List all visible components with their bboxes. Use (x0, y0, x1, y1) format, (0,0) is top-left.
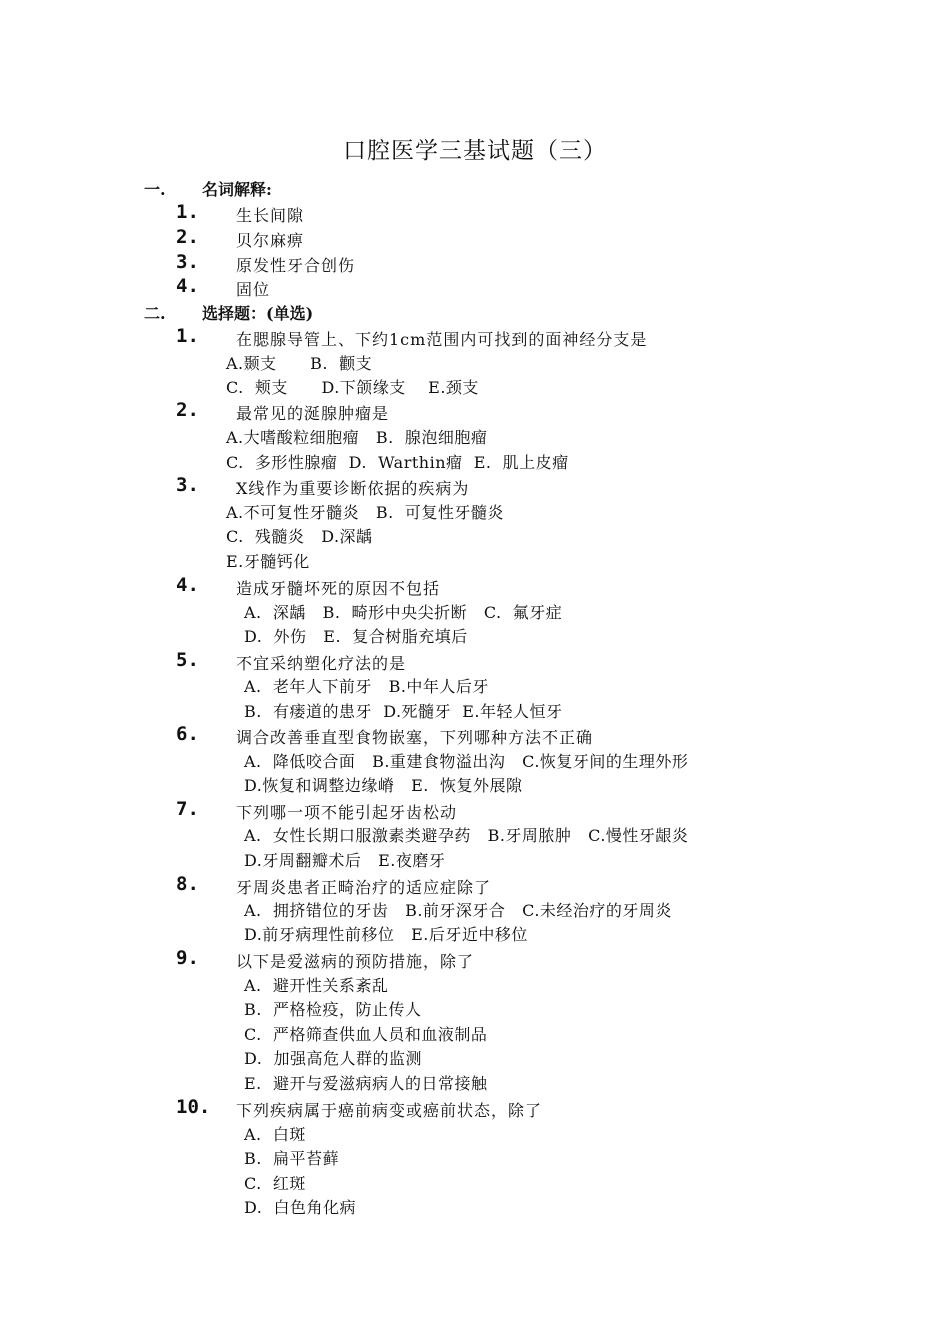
question-number: 1. (176, 325, 199, 347)
term-text: 固位 (236, 280, 271, 299)
question-number: 3. (176, 474, 199, 496)
question-text: 以下是爱滋病的预防措施，除了 (236, 952, 475, 971)
question-text: 造成牙髓坏死的原因不包括 (236, 579, 441, 598)
question-options: D.前牙病理性前移位 E.后牙近中移位 (244, 925, 528, 944)
question-options: A. 拥挤错位的牙齿 B.前牙深牙合 C.未经治疗的牙周炎 (244, 901, 672, 920)
question-number: 5. (176, 649, 199, 671)
question-options: C. 颊支 D.下颌缘支 E.颈支 (226, 378, 479, 397)
question-text: 下列疾病属于癌前病变或癌前状态，除了 (236, 1101, 543, 1120)
question-number: 7. (176, 798, 199, 820)
question-options: A. 深龋 B. 畸形中央尖折断 C. 氟牙症 (244, 603, 563, 622)
question-number: 9. (176, 947, 199, 969)
section-title: 选择题：(单选) (202, 304, 314, 323)
question-options: E. 避开与爱滋病病人的日常接触 (244, 1074, 488, 1093)
question-number: 10. (176, 1096, 211, 1118)
term-number: 1. (176, 201, 199, 223)
question-text: 牙周炎患者正畸治疗的适应症除了 (236, 878, 492, 897)
term-text: 原发性牙合创伤 (236, 256, 356, 275)
page-title: 口腔医学三基试题（三） (343, 138, 607, 164)
term-number: 3. (176, 251, 199, 273)
section-heading-terms (144, 177, 272, 200)
question-number: 4. (176, 574, 199, 596)
question-number: 6. (176, 723, 199, 745)
question-options: C. 严格筛查供血人员和血液制品 (244, 1025, 488, 1044)
question-text: 在腮腺导管上、下约1cm范围内可找到的面神经分支是 (236, 330, 648, 349)
question-text: 下列哪一项不能引起牙齿松动 (236, 803, 458, 822)
term-number: 4. (176, 275, 199, 297)
question-options: C. 残髓炎 D.深龋 (226, 527, 373, 546)
question-options: D. 外伤 E. 复合树脂充填后 (244, 627, 468, 646)
question-options: B. 严格检疫，防止传人 (244, 1000, 422, 1019)
question-options: E.牙髓钙化 (226, 552, 310, 571)
question-options: A. 白斑 (244, 1125, 306, 1144)
question-number: 8. (176, 873, 199, 895)
question-text: X线作为重要诊断依据的疾病为 (236, 479, 470, 498)
term-text: 生长间隙 (236, 206, 305, 225)
question-options: C. 红斑 (244, 1174, 306, 1193)
question-options: A.颞支 B. 颧支 (226, 354, 373, 373)
question-options: A. 降低咬合面 B.重建食物溢出沟 C.恢复牙间的生理外形 (244, 752, 689, 771)
question-options: B. 有瘘道的患牙 D.死髓牙 E.年轻人恒牙 (244, 702, 563, 721)
question-text: 不宜采纳塑化疗法的是 (236, 654, 407, 673)
question-options: A. 避开性关系紊乱 (244, 976, 389, 995)
question-number: 2. (176, 399, 199, 421)
question-options: D. 白色角化病 (244, 1198, 357, 1217)
section-number: 一. (144, 180, 166, 199)
question-options: D.恢复和调整边缘嵴 E. 恢复外展隙 (244, 776, 523, 795)
section-heading-choice (144, 301, 313, 324)
term-text: 贝尔麻痹 (236, 231, 305, 250)
question-options: D. 加强高危人群的监测 (244, 1049, 423, 1068)
question-options: A. 女性长期口服激素类避孕药 B.牙周脓肿 C.慢性牙龈炎 (244, 826, 689, 845)
question-options: A.不可复性牙髓炎 B. 可复性牙髓炎 (226, 503, 504, 522)
question-options: C. 多形性腺瘤 D. Warthin瘤 E. 肌上皮瘤 (226, 453, 569, 472)
question-text: 最常见的涎腺肿瘤是 (236, 404, 390, 423)
question-text: 调合改善垂直型食物嵌塞，下列哪种方法不正确 (236, 728, 594, 747)
section-number: 二. (144, 304, 166, 323)
question-options: A.大嗜酸粒细胞瘤 B. 腺泡细胞瘤 (226, 428, 488, 447)
question-options: A. 老年人下前牙 B.中年人后牙 (244, 677, 489, 696)
question-options: D.牙周翻瓣术后 E.夜磨牙 (244, 851, 446, 870)
question-options: B. 扁平苔藓 (244, 1149, 340, 1168)
section-title: 名词解释: (202, 180, 272, 199)
term-number: 2. (176, 226, 199, 248)
